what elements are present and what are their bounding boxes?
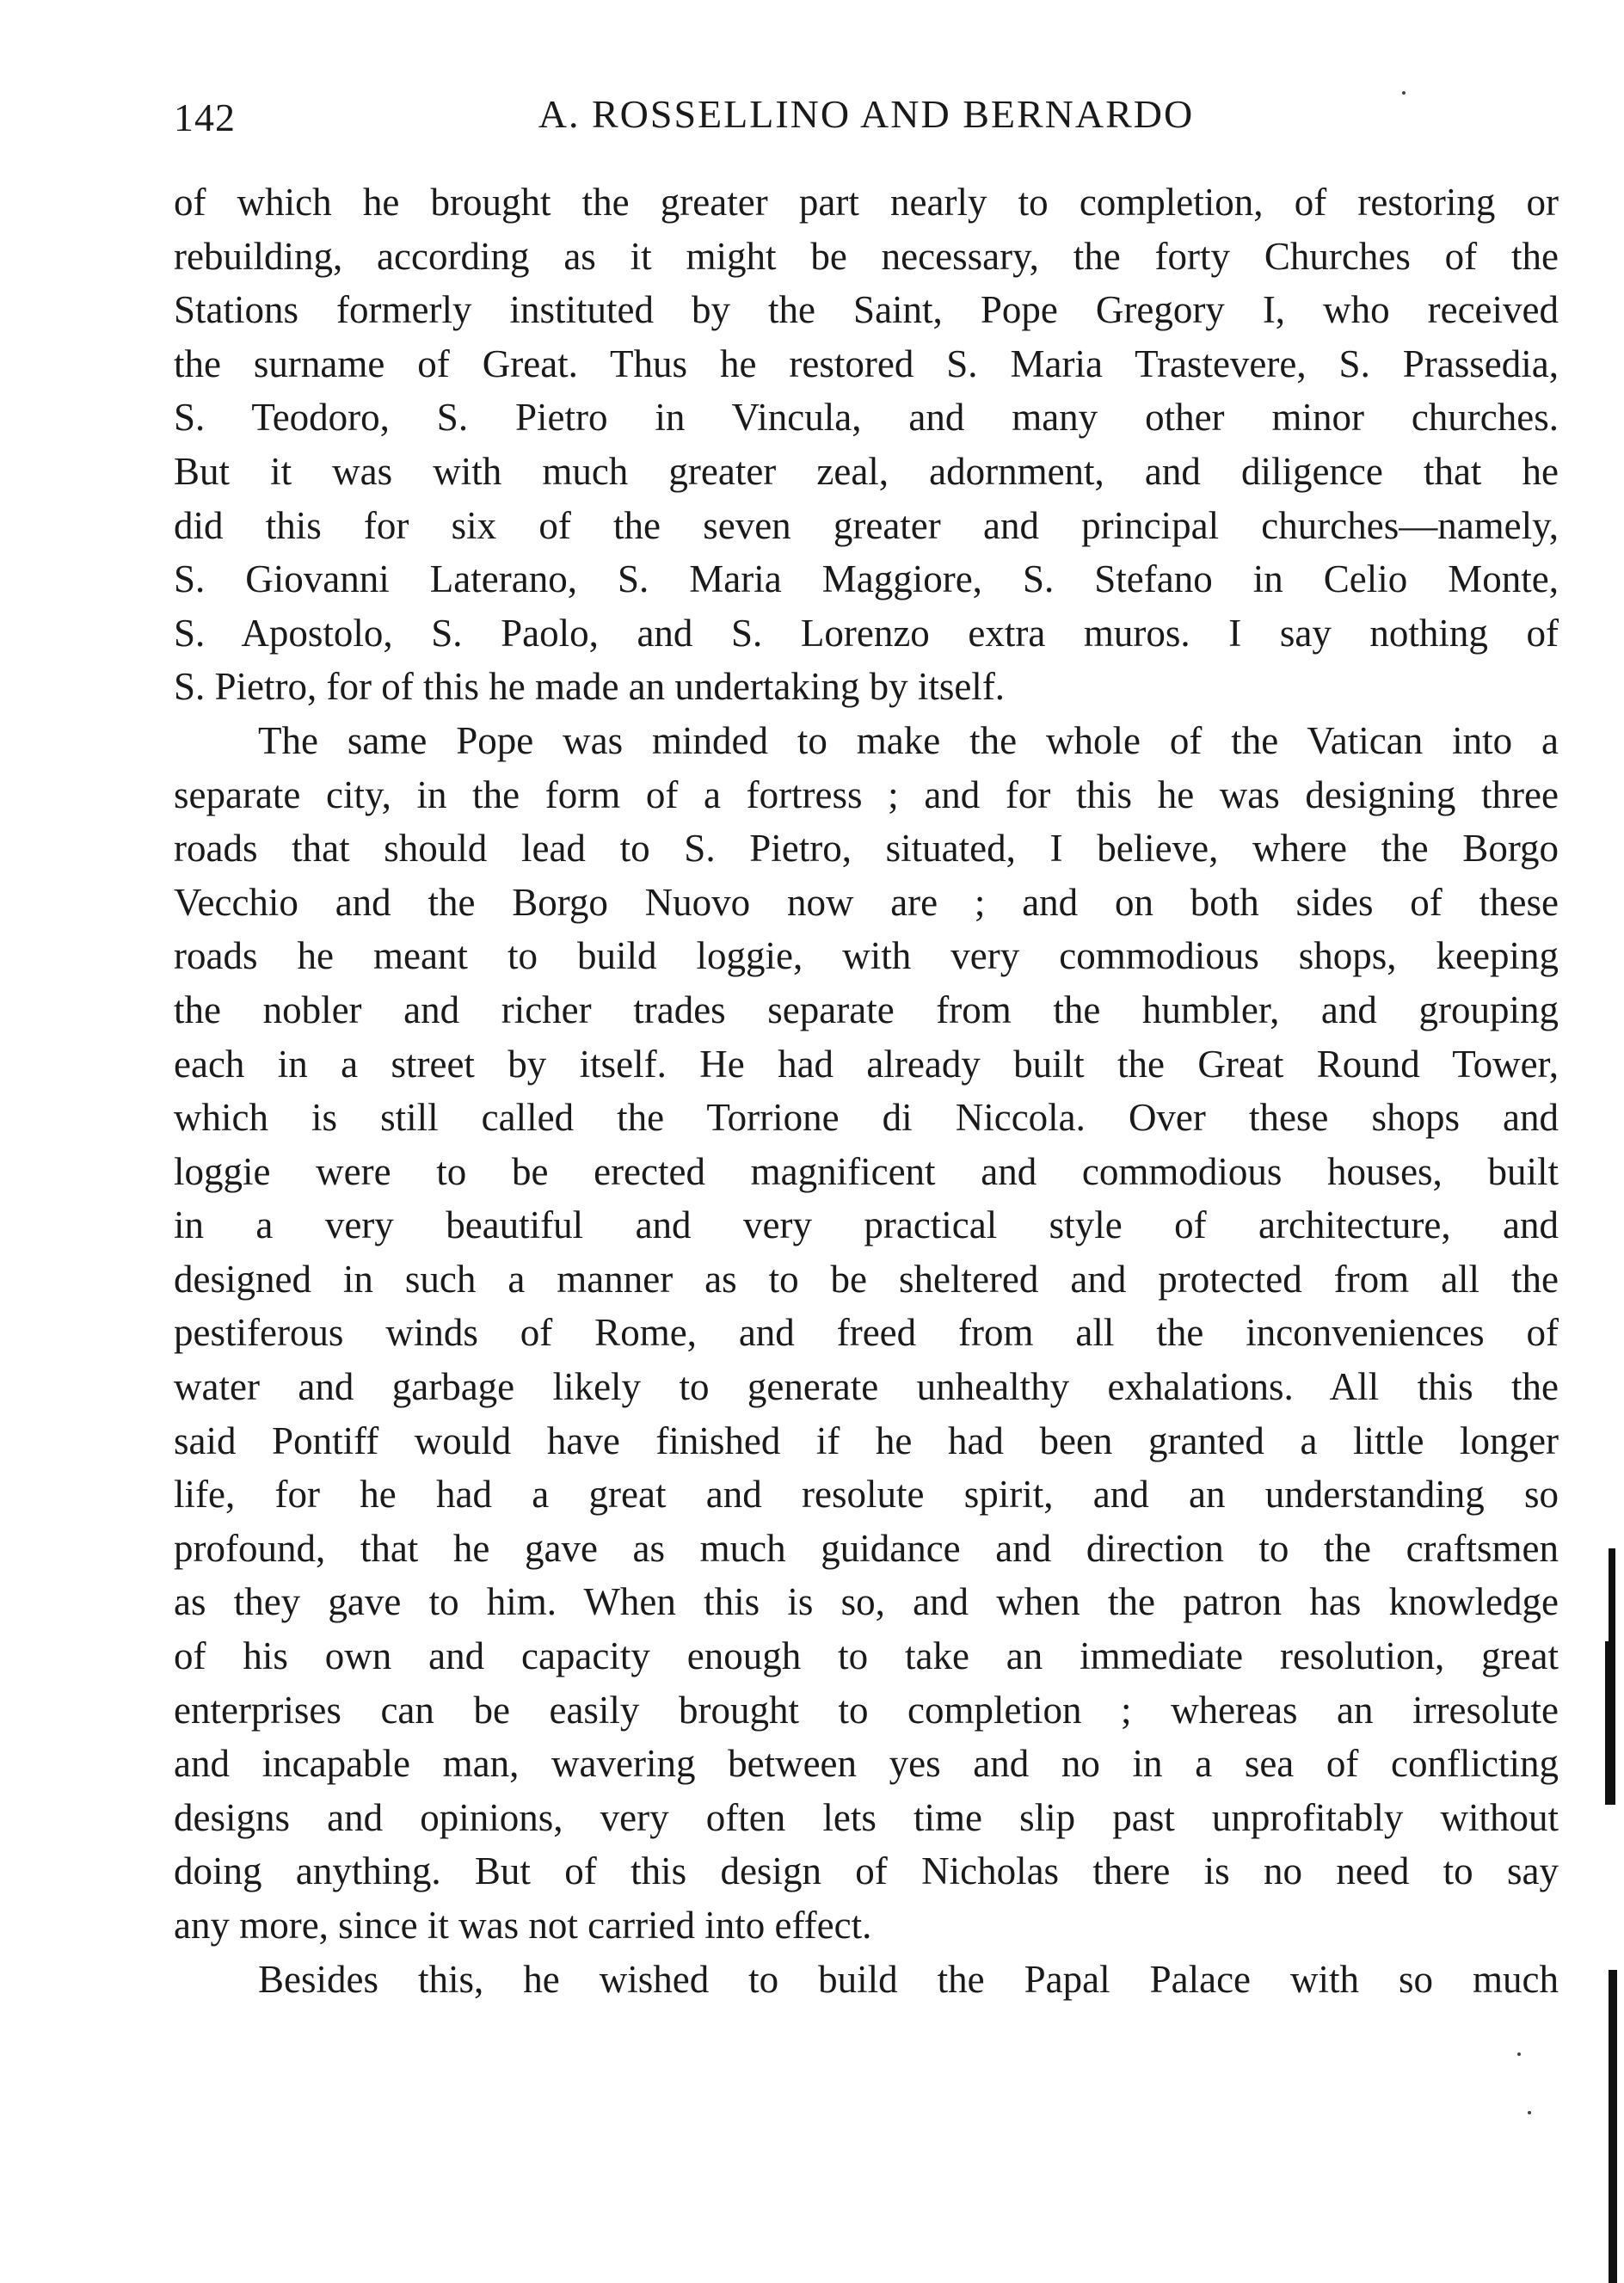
scan-speck (1528, 2111, 1531, 2114)
text-line: the nobler and richer trades separate from the humbler, and grouping (174, 988, 1559, 1031)
text-line: loggie were to be erected magnificent and commodious houses, built (174, 1149, 1559, 1193)
text-line: of his own and capacity enough to take an immediate resolution, great (174, 1634, 1559, 1678)
text-line: life, for he had a great and resolute spirit, and an understanding so (174, 1473, 1559, 1517)
paragraph-first-line: Besides this, he wished to build the Papal Palace with so much (258, 1957, 1559, 2001)
text-line: designed in such a manner as to be sheltered and protected from all the (174, 1257, 1559, 1301)
text-line: separate city, in the form of a fortress ; and for this he was designing three (174, 772, 1559, 816)
text-line: said Pontiff would have finished if he had been granted a little longer (174, 1418, 1559, 1462)
text-line: the surname of Great. Thus he restored S. Maria Trastevere, S. Prassedia, (174, 342, 1559, 385)
text-line: designs and opinions, very often lets time slip past unprofitably without (174, 1795, 1559, 1839)
scan-speck (1517, 2052, 1521, 2056)
text-line: Stations formerly instituted by the Saint, Pope Gregory I, who received (174, 288, 1559, 332)
page-number: 142 (174, 95, 236, 139)
text-line: But it was with much greater zeal, adornment, and diligence that he (174, 449, 1559, 493)
text-line: rebuilding, according as it might be necessary, the forty Churches of the (174, 234, 1559, 278)
scan-edge-shadow (1609, 1548, 1615, 1643)
text-line: roads he meant to build loggie, with very commodious shops, keeping (174, 934, 1559, 978)
text-line: as they gave to him. When this is so, and when the patron has knowledge (174, 1580, 1559, 1624)
text-line: and incapable man, wavering between yes and no in a sea of conflicting (174, 1742, 1559, 1786)
running-head: A. ROSSELLINO AND BERNARDO (538, 92, 1195, 136)
scan-edge-shadow (1609, 1970, 1617, 2283)
text-line: which is still called the Torrione di Niccola. Over these shops and (174, 1096, 1559, 1140)
paragraph-first-line: The same Pope was minded to make the whole of the Vatican into a (258, 718, 1559, 762)
text-line: enterprises can be easily brought to completion ; whereas an irresolute (174, 1688, 1559, 1732)
text-line: S. Apostolo, S. Paolo, and S. Lorenzo extra muros. I say nothing of (174, 611, 1559, 655)
paragraph-end-line: any more, since it was not carried into effect. (174, 1904, 872, 1947)
text-line: S. Giovanni Laterano, S. Maria Maggiore, S. Stefano in Celio Monte, (174, 557, 1559, 601)
text-line: water and garbage likely to generate unhealthy exhalations. All this the (174, 1365, 1559, 1409)
paragraph-end-line: S. Pietro, for of this he made an undertaking by itself. (174, 665, 1006, 709)
text-line: did this for six of the seven greater and principal churches—namely, (174, 503, 1559, 547)
scan-edge-shadow (1605, 1641, 1615, 1805)
text-line: in a very beautiful and very practical style of architecture, and (174, 1203, 1559, 1247)
body-text (174, 175, 1559, 2006)
text-line: doing anything. But of this design of Nicholas there is no need to say (174, 1849, 1559, 1893)
page-header (174, 84, 1559, 153)
scan-speck (1402, 91, 1406, 95)
text-line: profound, that he gave as much guidance and direction to the craftsmen (174, 1526, 1559, 1570)
text-line: of which he brought the greater part nearly to completion, of restoring or (174, 181, 1559, 224)
text-line: each in a street by itself. He had already built the Great Round Tower, (174, 1042, 1559, 1086)
text-line: pestiferous winds of Rome, and freed from all the inconveniences of (174, 1311, 1559, 1355)
text-line: S. Teodoro, S. Pietro in Vincula, and many other minor churches. (174, 396, 1559, 440)
text-line: roads that should lead to S. Pietro, situated, I believe, where the Borgo (174, 827, 1559, 871)
text-line: Vecchio and the Borgo Nuovo now are ; and on both sides of these (174, 880, 1559, 924)
